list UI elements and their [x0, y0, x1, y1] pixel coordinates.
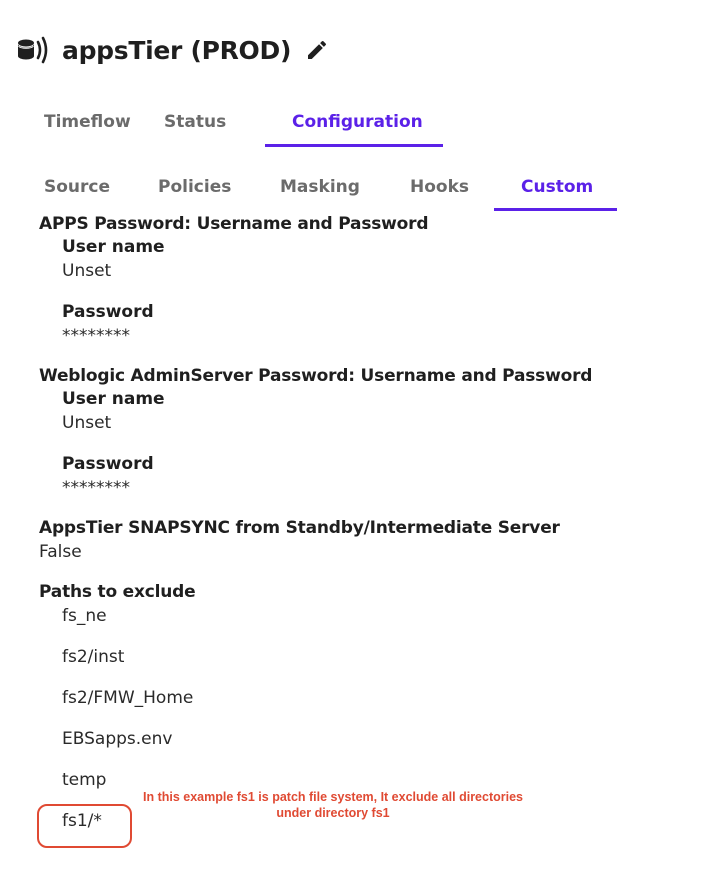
section-title: APPS Password: Username and Password — [39, 214, 429, 234]
field-value: Unset — [62, 413, 112, 433]
configuration-subtabs — [26, 169, 617, 213]
path-item: EBSapps.env — [62, 729, 173, 749]
tab-configuration[interactable]: Configuration — [265, 104, 443, 138]
page-title: appsTier (PROD) — [62, 35, 292, 65]
field-value: Unset — [62, 261, 112, 281]
subtab-hooks[interactable]: Hooks — [410, 177, 470, 197]
path-item: fs_ne — [62, 606, 107, 626]
subtab-policies[interactable]: Policies — [158, 177, 232, 197]
pencil-icon[interactable] — [305, 38, 329, 62]
weblogic-password-section — [39, 364, 679, 500]
page-header — [16, 30, 329, 70]
database-signal-icon — [16, 34, 54, 66]
snapsync-value: False — [39, 542, 82, 562]
apps-password-section — [39, 212, 679, 348]
password-field — [62, 453, 679, 500]
path-item: fs2/inst — [62, 647, 125, 667]
annotation-note — [118, 789, 548, 821]
password-field — [62, 301, 679, 348]
field-label: User name — [62, 389, 165, 409]
username-field — [62, 236, 679, 283]
tab-timeflow[interactable]: Timeflow — [44, 112, 131, 132]
path-item: fs2/FMW_Home — [62, 688, 194, 708]
annotation-line: In this example fs1 is patch file system, It exclude all directories — [142, 790, 523, 804]
custom-config-content — [39, 212, 679, 850]
path-item: fs1/* — [62, 811, 102, 831]
field-label: Password — [62, 454, 154, 474]
field-value: ******** — [62, 478, 130, 498]
subtab-source[interactable]: Source — [44, 177, 111, 197]
path-item: temp — [62, 770, 107, 790]
username-field — [62, 388, 679, 435]
section-title: Paths to exclude — [39, 582, 196, 602]
main-tabs — [26, 104, 443, 148]
subtab-masking[interactable]: Masking — [280, 177, 360, 197]
section-title: AppsTier SNAPSYNC from Standby/Intermediate Server — [39, 518, 560, 538]
tab-status[interactable]: Status — [164, 112, 227, 132]
field-label: Password — [62, 302, 154, 322]
section-title: Weblogic AdminServer Password: Username and Password — [39, 366, 593, 386]
snapsync-section — [39, 516, 679, 564]
annotation-line: under directory fs1 — [276, 806, 390, 820]
subtab-custom[interactable]: Custom — [494, 169, 617, 203]
field-label: User name — [62, 237, 165, 257]
field-value: ******** — [62, 326, 130, 346]
